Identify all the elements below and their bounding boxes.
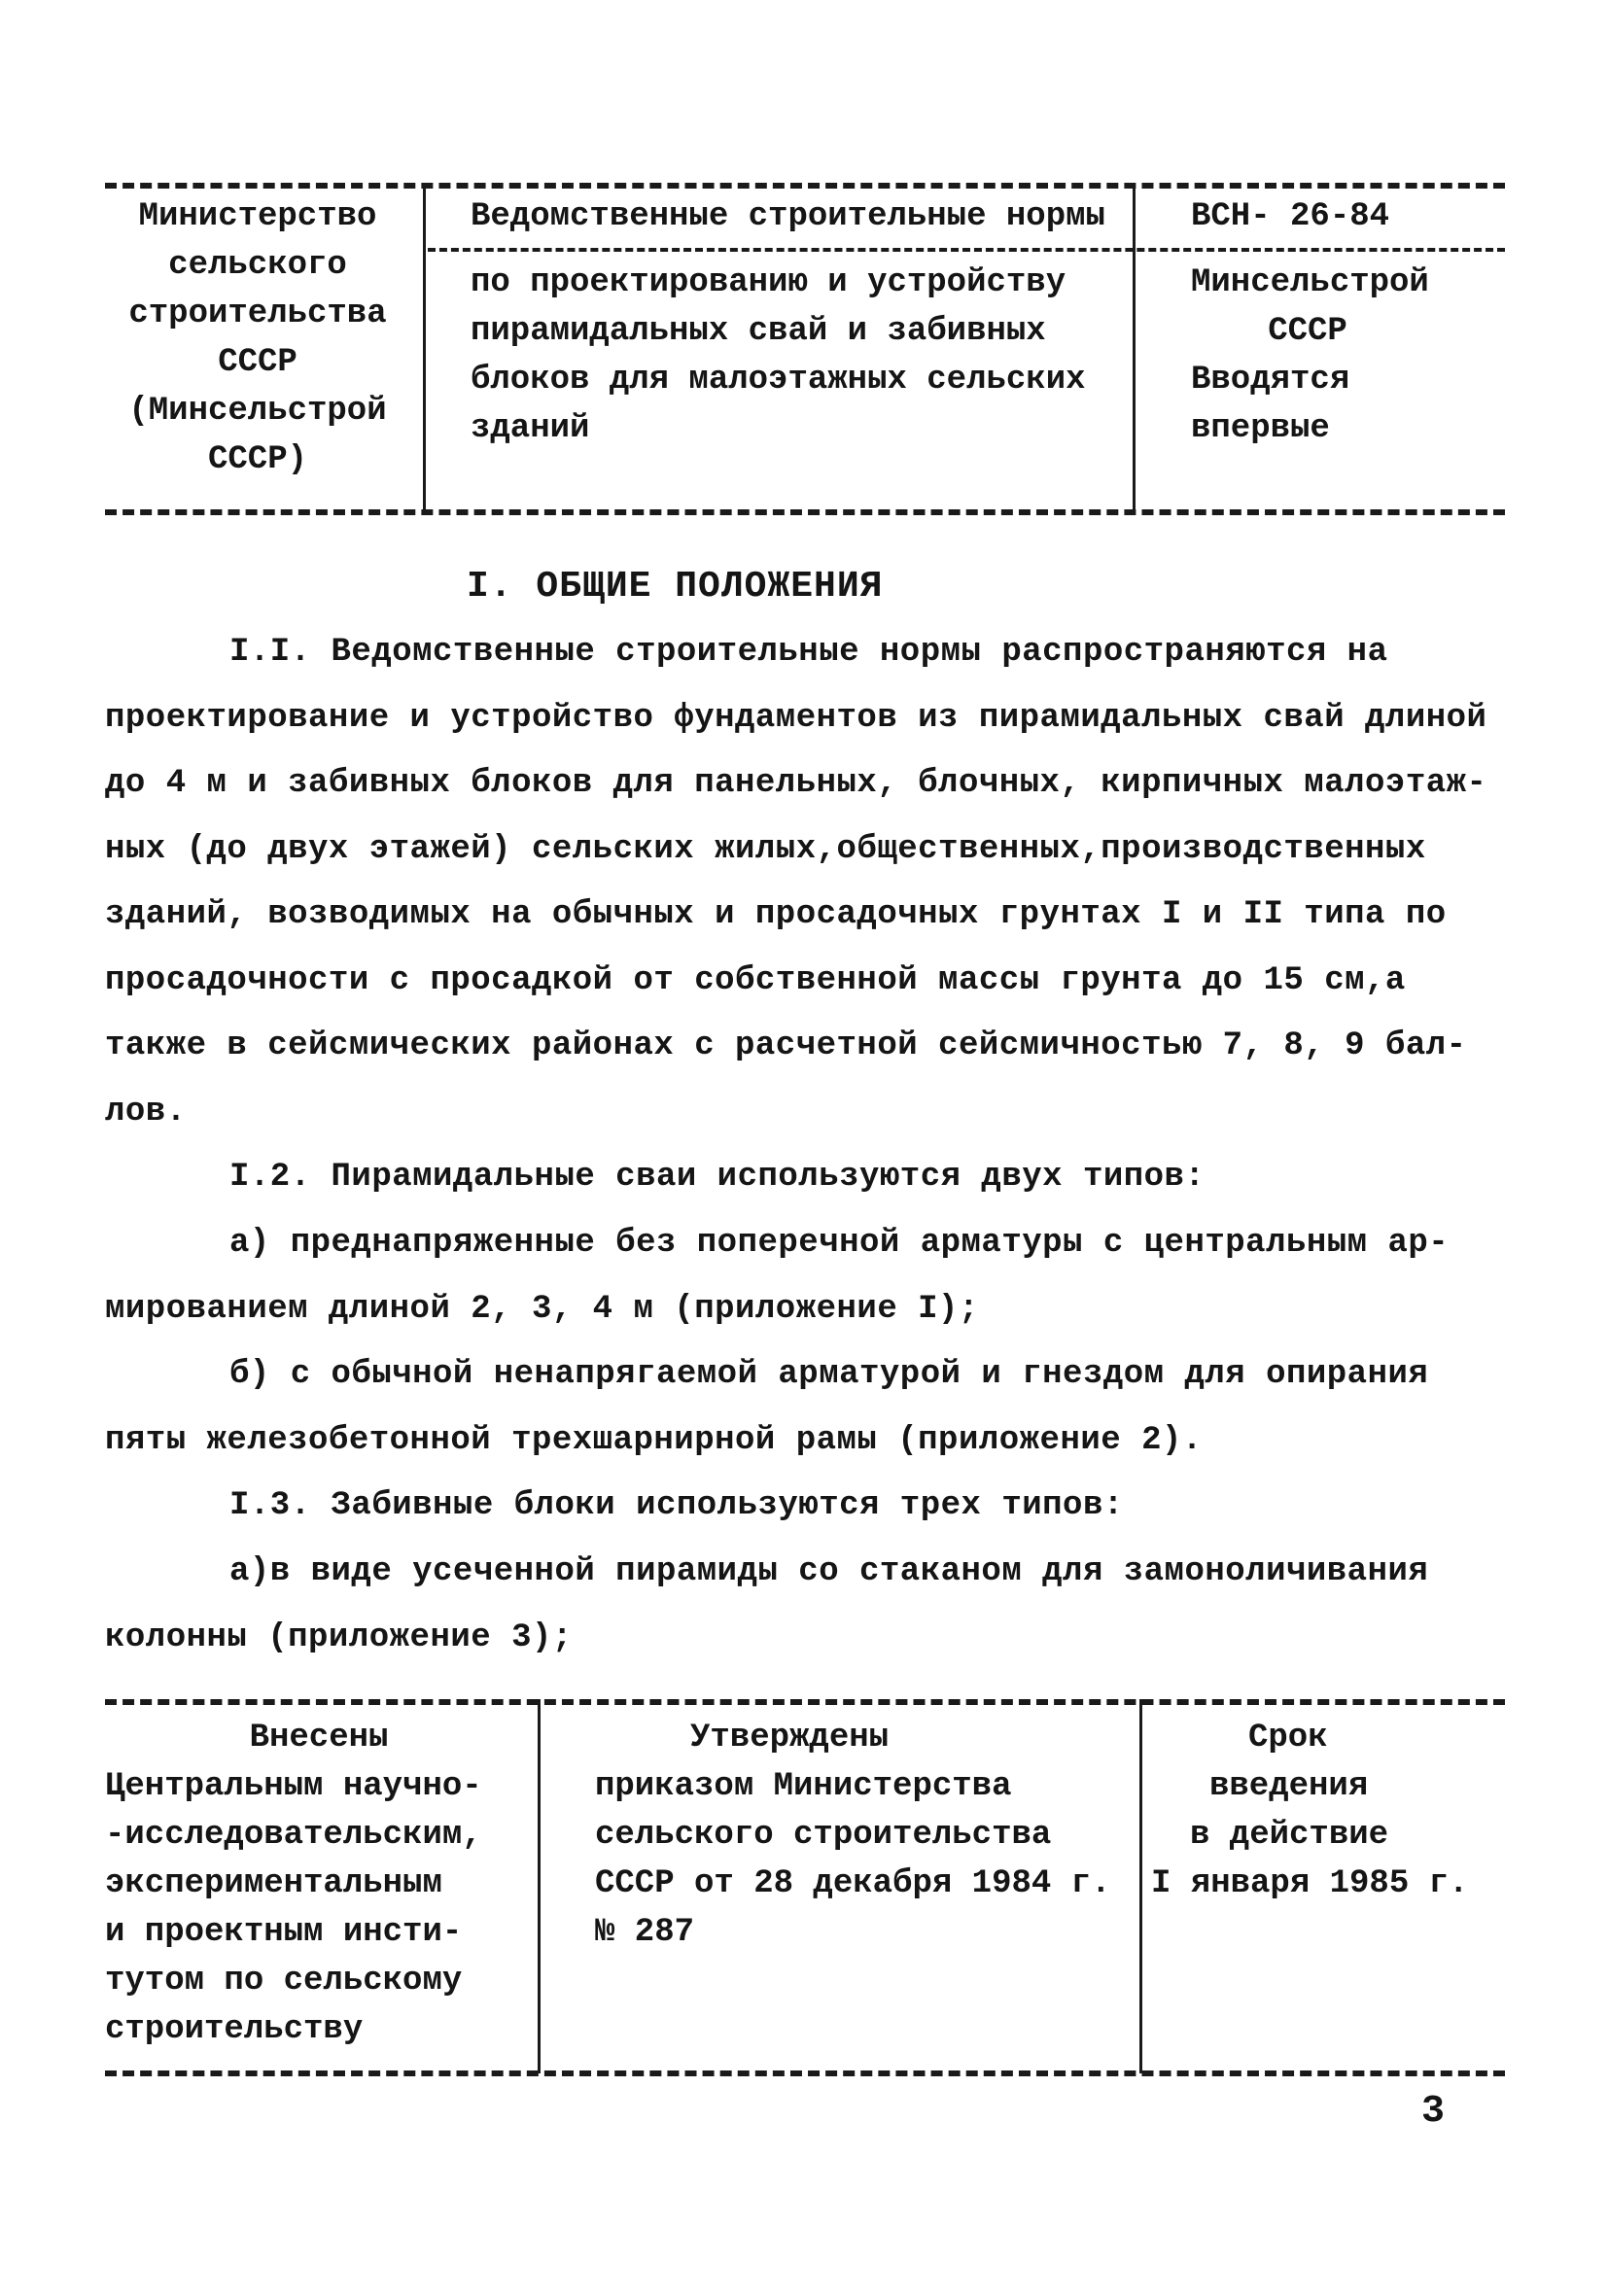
footer-left-line: и проектным инсти- bbox=[105, 1914, 463, 1951]
paragraph-line: лов. bbox=[105, 1093, 187, 1131]
footer-right-line: I января 1985 г. bbox=[1151, 1865, 1469, 1902]
paragraph-1-3-a bbox=[105, 1540, 1505, 1671]
paragraph-line: I.2. Пирамидальные сваи используются двух типов: bbox=[229, 1159, 1206, 1196]
header-center-line: блоков для малоэтажных сельских bbox=[471, 362, 1086, 399]
header-left-line: СССР) bbox=[207, 441, 308, 478]
paragraph-line: мированием длиной 2, 3, 4 м (приложение I); bbox=[105, 1290, 979, 1328]
paragraph-1-2-b bbox=[105, 1342, 1505, 1474]
footer-center-line: № 287 bbox=[595, 1914, 695, 1951]
section-heading: I. ОБЩИЕ ПОЛОЖЕНИЯ bbox=[467, 566, 884, 608]
footer-center-line: сельского строительства bbox=[595, 1817, 1052, 1854]
footer-top-rule bbox=[105, 1699, 1505, 1705]
footer-left-line: -исследовательским, bbox=[105, 1817, 482, 1854]
paragraph-line: I.3. Забивные блоки используются трех типов: bbox=[229, 1487, 1124, 1524]
paragraph-1-2-a bbox=[105, 1211, 1505, 1342]
paragraph-line: пяты железобетонной трехшарнирной рамы (приложение 2). bbox=[105, 1421, 1203, 1459]
footer-center-heading: Утверждены bbox=[690, 1720, 890, 1757]
paragraph-line: до 4 м и забивных блоков для панельных, блочных, кирпичных малоэтаж- bbox=[105, 765, 1487, 802]
footer-bottom-rule bbox=[105, 2070, 1505, 2076]
footer-center-line: СССР от 28 декабря 1984 г. bbox=[595, 1865, 1111, 1902]
footer-left-line: строительству bbox=[105, 2011, 364, 2048]
header-divider-left bbox=[423, 183, 426, 513]
footer-center-block bbox=[595, 1714, 1139, 1957]
header-center-title bbox=[471, 192, 1105, 241]
header-left-block bbox=[97, 192, 418, 484]
header-right-block bbox=[1191, 259, 1483, 453]
header-left-line: строительства bbox=[128, 296, 387, 332]
footer-right-line: Срок bbox=[1248, 1720, 1328, 1757]
paragraph-line: просадочности с просадкой от собственной массы грунта до 15 см,а bbox=[105, 961, 1406, 999]
footer-right-block bbox=[1151, 1714, 1511, 1908]
paragraph-1-1 bbox=[105, 620, 1505, 1145]
header-inner-rule bbox=[428, 248, 1505, 252]
footer-left-line: экспериментальным bbox=[105, 1865, 442, 1902]
footer-divider-left bbox=[538, 1699, 541, 2073]
header-left-line: (Минсельстрой bbox=[128, 393, 387, 430]
paragraph-line: ных (до двух этажей) сельских жилых,общественных,производственных bbox=[105, 830, 1426, 868]
header-center-line: по проектированию и устройству bbox=[471, 264, 1066, 301]
footer-left-line: Внесены bbox=[249, 1720, 389, 1757]
footer-left-line: Центральным научно- bbox=[105, 1768, 482, 1805]
paragraph-line: б) с обычной ненапрягаемой арматурой и гнездом для опирания bbox=[229, 1356, 1429, 1393]
footer-center-line: приказом Министерства bbox=[595, 1768, 1012, 1805]
paragraph-line: зданий, возводимых на обычных и просадочных грунтах I и II типа по bbox=[105, 896, 1447, 933]
header-center-line: зданий bbox=[471, 410, 590, 447]
paragraph-line: I.I. Ведомственные строительные нормы распространяются на bbox=[229, 634, 1388, 671]
paragraph-line: проектирование и устройство фундаментов из пирамидальных свай длиной bbox=[105, 699, 1487, 737]
document-code: ВСН- 26-84 bbox=[1191, 198, 1390, 235]
paragraph-1-3 bbox=[105, 1474, 1505, 1540]
header-left-line: Министерство bbox=[138, 198, 377, 235]
footer-divider-right bbox=[1139, 1699, 1142, 2073]
header-right-line: Минсельстрой bbox=[1191, 264, 1429, 301]
header-right-code bbox=[1191, 192, 1389, 241]
footer-left-block bbox=[105, 1714, 533, 2054]
paragraph-line: также в сейсмических районах с расчетной сейсмичностью 7, 8, 9 бал- bbox=[105, 1027, 1467, 1064]
header-right-line: впервые bbox=[1191, 410, 1330, 447]
paragraph-line: а) преднапряженные без поперечной арматуры с центральным ар- bbox=[229, 1225, 1450, 1262]
paragraph-line: колонны (приложение 3); bbox=[105, 1618, 573, 1656]
paragraph-line: а)в виде усеченной пирамиды со стаканом для замоноличивания bbox=[229, 1553, 1429, 1590]
header-bottom-rule bbox=[105, 509, 1505, 515]
footer-right-line: в действие bbox=[1190, 1817, 1389, 1854]
header-center-line: пирамидальных свай и забивных bbox=[471, 313, 1046, 350]
paragraph-1-2 bbox=[105, 1145, 1505, 1211]
header-center-title-text: Ведомственные строительные нормы bbox=[471, 198, 1105, 235]
page-number: 3 bbox=[1421, 2090, 1446, 2134]
footer-right-line: введения bbox=[1209, 1768, 1369, 1805]
header-divider-right bbox=[1133, 183, 1136, 513]
header-right-line: СССР bbox=[1268, 313, 1347, 350]
header-top-rule bbox=[105, 183, 1505, 189]
header-left-line: сельского bbox=[168, 247, 347, 284]
footer-left-line: тутом по сельскому bbox=[105, 1963, 463, 2000]
header-left-line: СССР bbox=[218, 344, 297, 381]
header-right-line: Вводятся bbox=[1191, 362, 1350, 399]
header-center-block bbox=[471, 259, 1086, 453]
